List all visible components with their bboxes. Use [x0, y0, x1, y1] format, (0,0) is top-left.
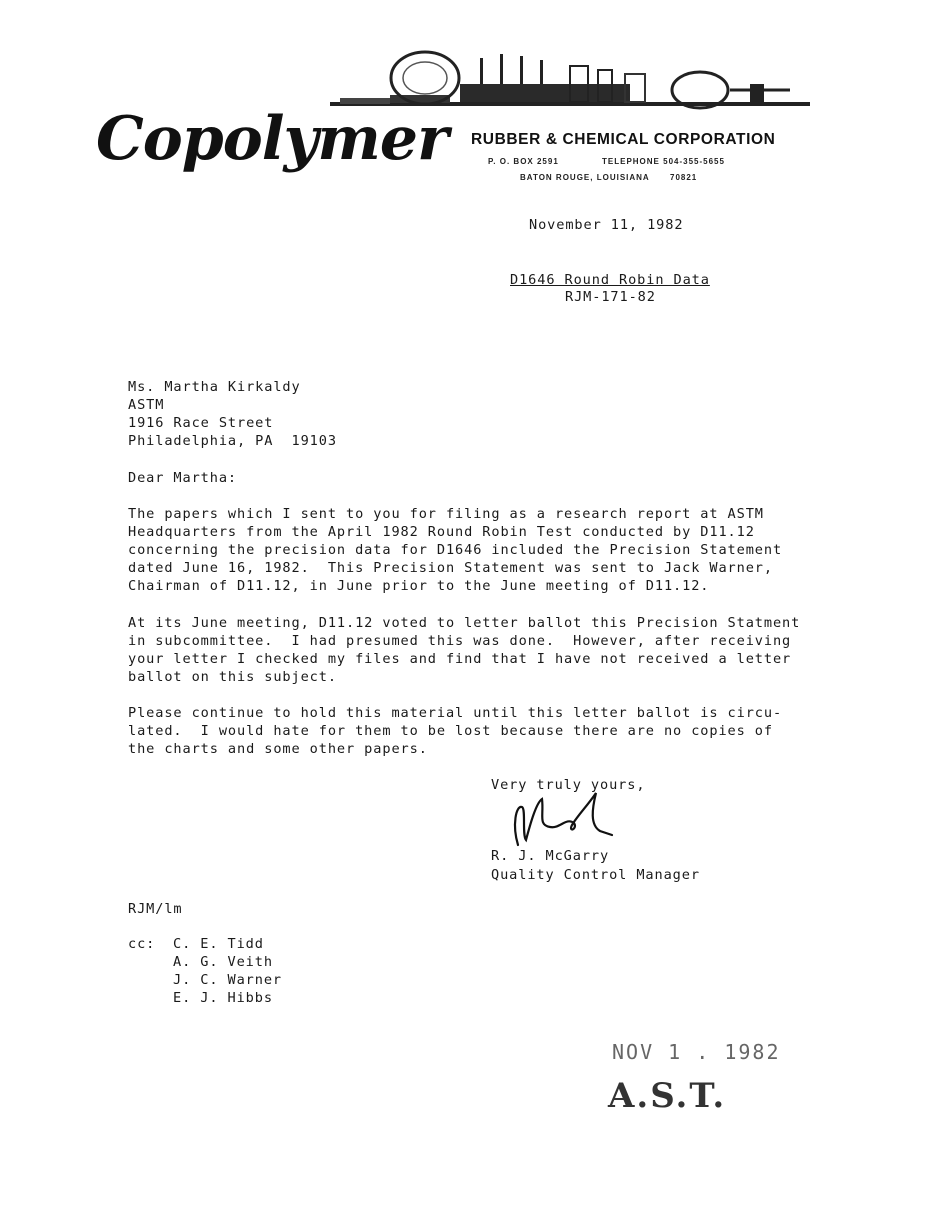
text-line: Headquarters from the April 1982 Round Robin Test conducted by D11.12: [128, 524, 755, 540]
cc-label: cc:: [128, 936, 156, 952]
letter-date: November 11, 1982: [529, 217, 684, 233]
recipient-name: Ms. Martha Kirkaldy: [128, 379, 301, 395]
recipient-city: Philadelphia, PA 19103: [128, 433, 337, 449]
reference-number: RJM-171-82: [565, 289, 656, 305]
corporation-name: RUBBER & CHEMICAL CORPORATION: [471, 131, 776, 148]
recipient-org: ASTM: [128, 397, 165, 413]
telephone: TELEPHONE 504-355-5655: [602, 157, 725, 166]
paragraph-1: [128, 505, 782, 595]
cc-name: A. G. Veith: [173, 954, 273, 970]
signer-title: Quality Control Manager: [491, 867, 700, 883]
text-line: ballot on this subject.: [128, 669, 337, 685]
received-stamp-org: A.S.T.: [608, 1076, 727, 1116]
signer-name: R. J. McGarry: [491, 848, 610, 864]
cc-name: E. J. Hibbs: [173, 990, 273, 1006]
text-line: concerning the precision data for D1646 included the Precision Statement: [128, 542, 783, 558]
cc-name: C. E. Tidd: [173, 936, 264, 952]
company-logo: Copolymer: [96, 104, 448, 174]
paragraph-2: [128, 614, 800, 686]
text-line: Chairman of D11.12, in June prior to the June meeting of D11.12.: [128, 578, 710, 594]
city-state: BATON ROUGE, LOUISIANA: [520, 173, 650, 182]
closing: Very truly yours,: [491, 777, 646, 793]
text-line: dated June 16, 1982. This Precision Statement was sent to Jack Warner,: [128, 560, 773, 576]
salutation: Dear Martha:: [128, 470, 238, 486]
text-line: lated. I would hate for them to be lost because there are no copies of: [128, 723, 773, 739]
signature: [508, 785, 618, 855]
received-stamp-date: NOV 1 . 1982: [612, 1040, 781, 1064]
cc-list: [173, 935, 282, 1007]
paragraph-3: [128, 704, 782, 758]
subject-line: D1646 Round Robin Data: [510, 272, 710, 288]
text-line: Please continue to hold this material until this letter ballot is circu-: [128, 705, 783, 721]
zip-code: 70821: [670, 173, 698, 182]
po-box: P. O. BOX 2591: [488, 157, 559, 166]
text-line: in subcommittee. I had presumed this was done. However, after receiving: [128, 633, 792, 649]
cc-name: J. C. Warner: [173, 972, 283, 988]
text-line: At its June meeting, D11.12 voted to letter ballot this Precision Statment: [128, 615, 801, 631]
text-line: your letter I checked my files and find that I have not received a letter: [128, 651, 792, 667]
text-line: The papers which I sent to you for filing as a research report at ASTM: [128, 506, 764, 522]
recipient-street: 1916 Race Street: [128, 415, 274, 431]
typist-initials: RJM/lm: [128, 901, 183, 917]
recipient-address: [128, 378, 337, 450]
text-line: the charts and some other papers.: [128, 741, 428, 757]
